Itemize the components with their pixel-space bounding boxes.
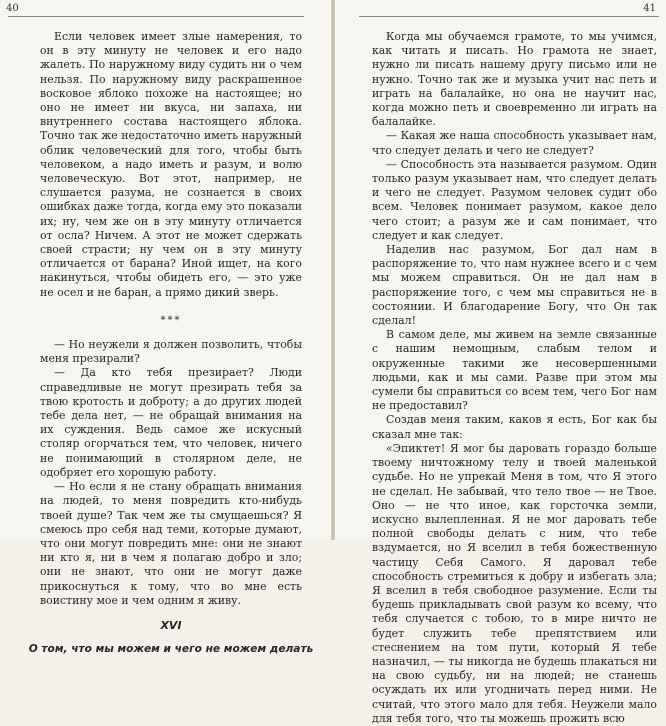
right-page (335, 0, 666, 725)
paragraph: — Способность эта называется разумом. Один только разум указывает нам, что следует делать и чего не следует. Разумом человек судит обо всем. Человек понимает разумом, какое дело чего стоит; а разум же и сам понимает, что следует и как следует. (372, 157, 657, 242)
paragraph: — Какая же наша способность указывает нам, что следует делать и чего не следует? (372, 129, 657, 157)
paragraph: Если человек имеет злые намерения, то он в эту минуту не человек и его надо жалеть. По наружному виду судить ни о чем нельзя. По наружному виду раскрашенное восковое яблоко похоже на настоящее; но оно не имеет ни вкуса, ни запаха, ни внутреннего состава настоящего яблока. Точно так же недостаточно иметь наружный облик человеческий для того, чтобы быть человеком, а надо иметь и разум, и волю человеческую. Вот этот, например, не слушается разума, не сознается в своих ошибках даже тогда, когда ему это показали их; ну, чем же он в эту минуту отличается от осла? Ничем. А этот не может сдержать своей страсти; ну чем он в эту минуту отличается от барана? Иной ищет, на кого накинуться, чтобы обидеть его, — это уже не осел и не баран, а прямо дикий зверь. (40, 30, 302, 299)
section-break: *** (160, 314, 182, 326)
paragraph: Создав меня таким, каков я есть, Бог как бы сказал мне так: (372, 413, 657, 441)
left-page-text (28, 30, 314, 656)
paragraph: — Но если я не стану обращать внимания на людей, то меня повредить кто-нибудь твоей душе? Так чем же ты смущаешься? Я смеюсь про себя над теми, которые думают, что они могут повредить мне: они не знают ни кто я, ни в чем я полагаю добро и зло; они не знают, что они не могут даже прикоснуться к тому, что во мне есть воистину мое и чем одним я живу. (40, 480, 302, 607)
header-rule (359, 16, 659, 17)
paragraph: «Эпиктет! Я мог бы даровать гораздо больше твоему ничтожному телу и твоей маленькой судьбе. Но не упрекай Меня в том, что Я этого не сделал. Не забывай, что тело твое — не Твое. Оно — не что иное, как горсточка земли, искусно вылепленная. Я не мог даровать тебе полной свободы делать с ним, что тебе вздумается, но Я вселил в тебя божественную частицу Себя Самого. Я даровал тебе способность стремиться к добру и избегать зла; Я вселил в тебя свободное разумение. Если ты будешь прикладывать свой разум ко всему, что тебя случается с тобою, то в мире ничто не будет служить тебе препятствием или стеснением на том пути, который Я тебе назначил, — ты никогда не будешь плакаться ни на свою судьбу, ни на людей; не станешь осуждать их или угодничать перед ними. Не считай, что этого мало для тебя. Неужели мало для тебя того, что ты можешь прожить всю (372, 441, 657, 725)
page-number: 40 (6, 3, 19, 14)
paragraph: В самом деле, мы живем на земле связанные с нашим немощным, слабым телом и окруженные такими же несовершенными людьми, как и мы сами. Разве при этом мы сумели бы справиться со всем тем, чего Бог нам не предоставил? (372, 328, 657, 413)
paragraph: — Но неужели я должен позволить, чтобы меня презирали? (40, 338, 302, 366)
right-page-text (372, 30, 657, 726)
paragraph: — Да кто тебя презирает? Люди справедливые не могут презирать тебя за твою кротость и доброту; а до других людей тебе дела нет, — не обращай внимания на их суждения. Ведь самое же искусный столяр огорчаться тем, что человек, ничего не понимающий в столярном деле, не одобряет его хорошую работу. (40, 366, 302, 479)
page-number: 41 (643, 3, 656, 14)
chapter-title: О том, что мы можем и чего не можем делать (28, 643, 314, 656)
paragraph: Наделив нас разумом, Бог дал нам в распоряжение то, что нам нужнее всего и с чем мы можем справиться. Он не дал нам в распоряжение того, с чем мы справиться не в состоянии. И благодарение Богу, что Он так сделал! (372, 243, 657, 328)
chapter-number: XVI (160, 618, 182, 632)
header-rule (8, 16, 304, 17)
paragraph: Когда мы обучаемся грамоте, то мы учимся, как читать и писать. Но грамота не знает, нужно ли писать нашему другу письмо или не нужно. Точно так же и музыка учит нас петь и играть на балалайке, но она не научит нас, когда можно петь и своевременно ли играть на балалайке. (372, 30, 657, 129)
left-page (0, 0, 331, 656)
